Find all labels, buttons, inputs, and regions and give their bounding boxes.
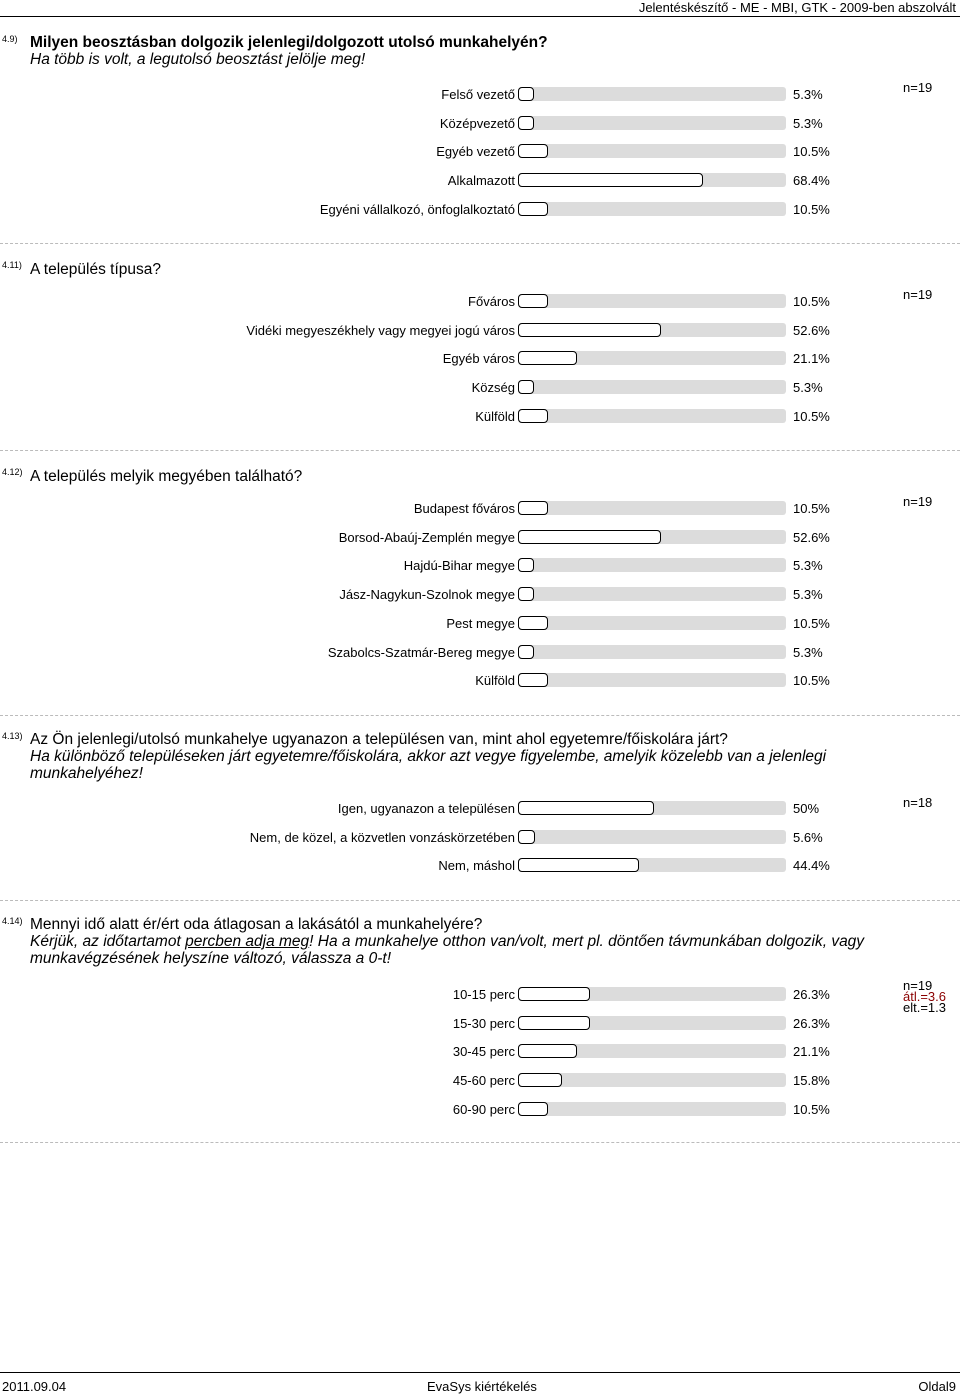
answer-percentage: 52.6% — [793, 322, 830, 338]
question-title: Mennyi idő alatt ér/ért oda átlagosan a lakásától a munkahelyére? — [30, 916, 483, 933]
bar-fill — [518, 673, 548, 687]
header-rule — [0, 16, 960, 17]
subtitle-emphasis: percben adja meg — [185, 933, 310, 950]
answer-percentage: 5.3% — [793, 87, 823, 102]
answer-row — [0, 141, 960, 163]
question-statistics — [903, 797, 932, 808]
answer-label: Vidéki megyeszékhely vagy megyei jogú város — [246, 322, 515, 338]
question-subtitle: Ha több is volt, a legutolsó beosztást jelölje meg! — [30, 51, 366, 68]
bar-track — [518, 351, 786, 365]
question-title: A település melyik megyében található? — [30, 468, 303, 485]
footer-page-number: Oldal9 — [918, 1379, 956, 1394]
answer-percentage: 52.6% — [793, 529, 830, 545]
answer-row — [0, 670, 960, 692]
answer-label: Nem, máshol — [438, 858, 515, 874]
bar-fill — [518, 202, 548, 216]
bar-track — [518, 558, 786, 572]
question-statistics — [903, 496, 932, 507]
answer-label: Külföld — [475, 408, 515, 424]
question-statistics — [903, 82, 932, 93]
answer-percentage: 5.3% — [793, 380, 823, 396]
bar-track — [518, 409, 786, 423]
answer-label: Budapest főváros — [413, 501, 515, 516]
bar-track — [518, 294, 786, 308]
answer-percentage: 5.6% — [793, 829, 823, 845]
bar-fill — [518, 87, 534, 101]
bar-fill — [518, 801, 654, 815]
answer-row — [0, 494, 960, 520]
answer-percentage: 5.3% — [793, 558, 823, 574]
answer-percentage: 5.3% — [793, 644, 823, 660]
footer-date: 2011.09.04 — [2, 1379, 67, 1394]
bar-fill — [518, 1073, 562, 1087]
bar-track — [518, 1016, 786, 1030]
respondent-count: n=19 — [903, 287, 933, 302]
answer-row — [0, 199, 960, 221]
answer-row — [0, 1070, 960, 1092]
answer-percentage: 10.5% — [793, 501, 830, 516]
subtitle-part: ! Ha a munkahelye otthon van/volt, mert pl. döntően távmunkában dolgozik, vagy munkavégzésének helyszíne változó, válassza a 0-t! — [30, 933, 865, 967]
bar-fill — [518, 616, 548, 630]
answer-percentage: 21.1% — [793, 351, 830, 367]
subtitle-part: Kérjük, az időtartamot — [30, 933, 186, 950]
answer-label: 60-90 perc — [452, 1101, 515, 1117]
answer-row — [0, 377, 960, 399]
answer-label: Felső vezető — [441, 87, 515, 102]
section-separator — [0, 450, 960, 451]
answer-row — [0, 613, 960, 635]
answer-label: Igen, ugyanazon a településen — [337, 801, 515, 816]
answer-label: Jász-Nagykun-Szolnok megye — [339, 587, 515, 603]
answer-label: Egyéb város — [442, 351, 515, 367]
answer-label: Egyéni vállalkozó, önfoglalkoztató — [319, 201, 515, 217]
bar-track — [518, 616, 786, 630]
bar-track — [518, 858, 786, 872]
bar-track — [518, 530, 786, 544]
answer-label: Szabolcs-Szatmár-Bereg megye — [327, 644, 515, 660]
answer-row — [0, 795, 960, 820]
respondent-count: n=19 — [903, 80, 933, 95]
answer-label: Község — [471, 380, 515, 396]
bar-fill — [518, 173, 703, 187]
answer-label: Főváros — [468, 294, 515, 309]
answer-row — [0, 827, 960, 849]
answer-label: Borsod-Abaúj-Zemplén megye — [338, 529, 515, 545]
bar-fill — [518, 294, 548, 308]
answer-percentage: 15.8% — [793, 1073, 830, 1089]
answer-percentage: 26.3% — [793, 1015, 830, 1031]
bar-fill — [518, 1102, 548, 1116]
report-header-title: Jelentéskészítő - ME - MBI, GTK - 2009-ben abszolvált — [638, 0, 956, 15]
answer-percentage: 26.3% — [793, 987, 830, 1002]
statistic-value: elt.=1.3 — [903, 1000, 947, 1015]
answer-label: 30-45 perc — [452, 1044, 515, 1060]
answer-percentage: 10.5% — [793, 615, 830, 631]
answer-percentage: 68.4% — [793, 173, 830, 189]
answer-label: Pest megye — [446, 615, 515, 631]
answer-label: 45-60 perc — [452, 1073, 515, 1089]
question-subtitle: Ha különböző településeken járt egyetemre/főiskolára, akkor azt vegye figyelembe, amelyik közelebb van a jelenlegi munkahelyéhez! — [30, 748, 827, 782]
bar-track — [518, 202, 786, 216]
section-separator — [0, 900, 960, 901]
answer-percentage: 21.1% — [793, 1044, 830, 1060]
bar-fill — [518, 558, 534, 572]
bar-track — [518, 830, 786, 844]
answer-label: Alkalmazott — [447, 173, 515, 189]
answer-label: 10-15 perc — [452, 987, 515, 1002]
answer-row — [0, 287, 960, 313]
section-separator — [0, 715, 960, 716]
bar-fill — [518, 587, 534, 601]
question-statistics — [903, 289, 932, 300]
question-title: Az Ön jelenlegi/utolsó munkahelye ugyanazon a településen van, mint ahol egyetemre/főiskolára járt? — [30, 731, 728, 748]
answer-label: Egyéb vezető — [436, 144, 515, 160]
answer-label: Hajdú-Bihar megye — [403, 558, 515, 574]
bar-fill — [518, 987, 590, 1001]
question-subtitle — [30, 933, 910, 967]
bar-fill — [518, 830, 535, 844]
answer-percentage: 10.5% — [793, 408, 830, 424]
bar-fill — [518, 645, 534, 659]
answer-percentage: 50% — [793, 801, 820, 816]
footer-center-label: EvaSys kiértékelés — [427, 1379, 537, 1394]
answer-row — [0, 984, 960, 1006]
question-title: A település típusa? — [30, 261, 161, 278]
answer-percentage: 5.3% — [793, 115, 823, 131]
bar-track — [518, 801, 786, 815]
bar-fill — [518, 501, 548, 515]
bar-track — [518, 323, 786, 337]
respondent-count: n=18 — [903, 795, 933, 810]
bar-track — [518, 673, 786, 687]
answer-row — [0, 80, 960, 106]
answer-row — [0, 642, 960, 664]
bar-track — [518, 1073, 786, 1087]
answer-row — [0, 348, 960, 370]
answer-percentage: 5.3% — [793, 587, 823, 603]
section-separator — [0, 1142, 960, 1143]
answer-row — [0, 1099, 960, 1121]
bar-fill — [518, 116, 534, 130]
answer-label: Nem, de közel, a közvetlen vonzáskörzetében — [249, 829, 515, 845]
bar-fill — [518, 351, 577, 365]
answer-row — [0, 113, 960, 135]
question-number: 4.14) — [2, 916, 23, 926]
answer-row — [0, 320, 960, 342]
bar-track — [518, 87, 786, 101]
bar-fill — [518, 1044, 577, 1058]
statistic-value: átl.=3.6 — [903, 989, 947, 1004]
answer-label: Középvezető — [439, 115, 515, 131]
bar-track — [518, 987, 786, 1001]
answer-row — [0, 855, 960, 877]
question-number: 4.9) — [2, 34, 18, 44]
bar-track — [518, 645, 786, 659]
bar-track — [518, 380, 786, 394]
section-separator — [0, 243, 960, 244]
answer-row — [0, 1013, 960, 1035]
bar-track — [518, 1102, 786, 1116]
answer-percentage: 44.4% — [793, 858, 830, 874]
bar-track — [518, 501, 786, 515]
bar-track — [518, 144, 786, 158]
answer-label: 15-30 perc — [452, 1015, 515, 1031]
answer-percentage: 10.5% — [793, 201, 830, 217]
answer-percentage: 10.5% — [793, 294, 830, 309]
bar-track — [518, 587, 786, 601]
question-number: 4.12) — [2, 467, 23, 477]
respondent-count: n=19 — [903, 978, 933, 993]
bar-fill — [518, 530, 661, 544]
answer-percentage: 10.5% — [793, 1101, 830, 1117]
bar-fill — [518, 380, 534, 394]
answer-label: Külföld — [475, 673, 515, 689]
bar-fill — [518, 1016, 590, 1030]
answer-row — [0, 527, 960, 549]
question-number: 4.11) — [2, 260, 22, 270]
respondent-count: n=19 — [903, 494, 933, 509]
question-number: 4.13) — [2, 731, 23, 741]
answer-row — [0, 584, 960, 606]
bar-fill — [518, 144, 548, 158]
bar-track — [518, 116, 786, 130]
answer-percentage: 10.5% — [793, 144, 830, 160]
answer-row — [0, 555, 960, 577]
question-title: Milyen beosztásban dolgozik jelenlegi/dolgozott utolsó munkahelyén? — [30, 34, 548, 51]
answer-percentage: 10.5% — [793, 673, 830, 689]
answer-row — [0, 170, 960, 192]
bar-fill — [518, 858, 639, 872]
answer-row — [0, 1041, 960, 1063]
answer-row — [0, 406, 960, 428]
bar-fill — [518, 409, 548, 423]
bar-fill — [518, 323, 661, 337]
bar-track — [518, 1044, 786, 1058]
bar-track — [518, 173, 786, 187]
question-statistics — [903, 980, 946, 1013]
footer-rule — [0, 1372, 960, 1373]
